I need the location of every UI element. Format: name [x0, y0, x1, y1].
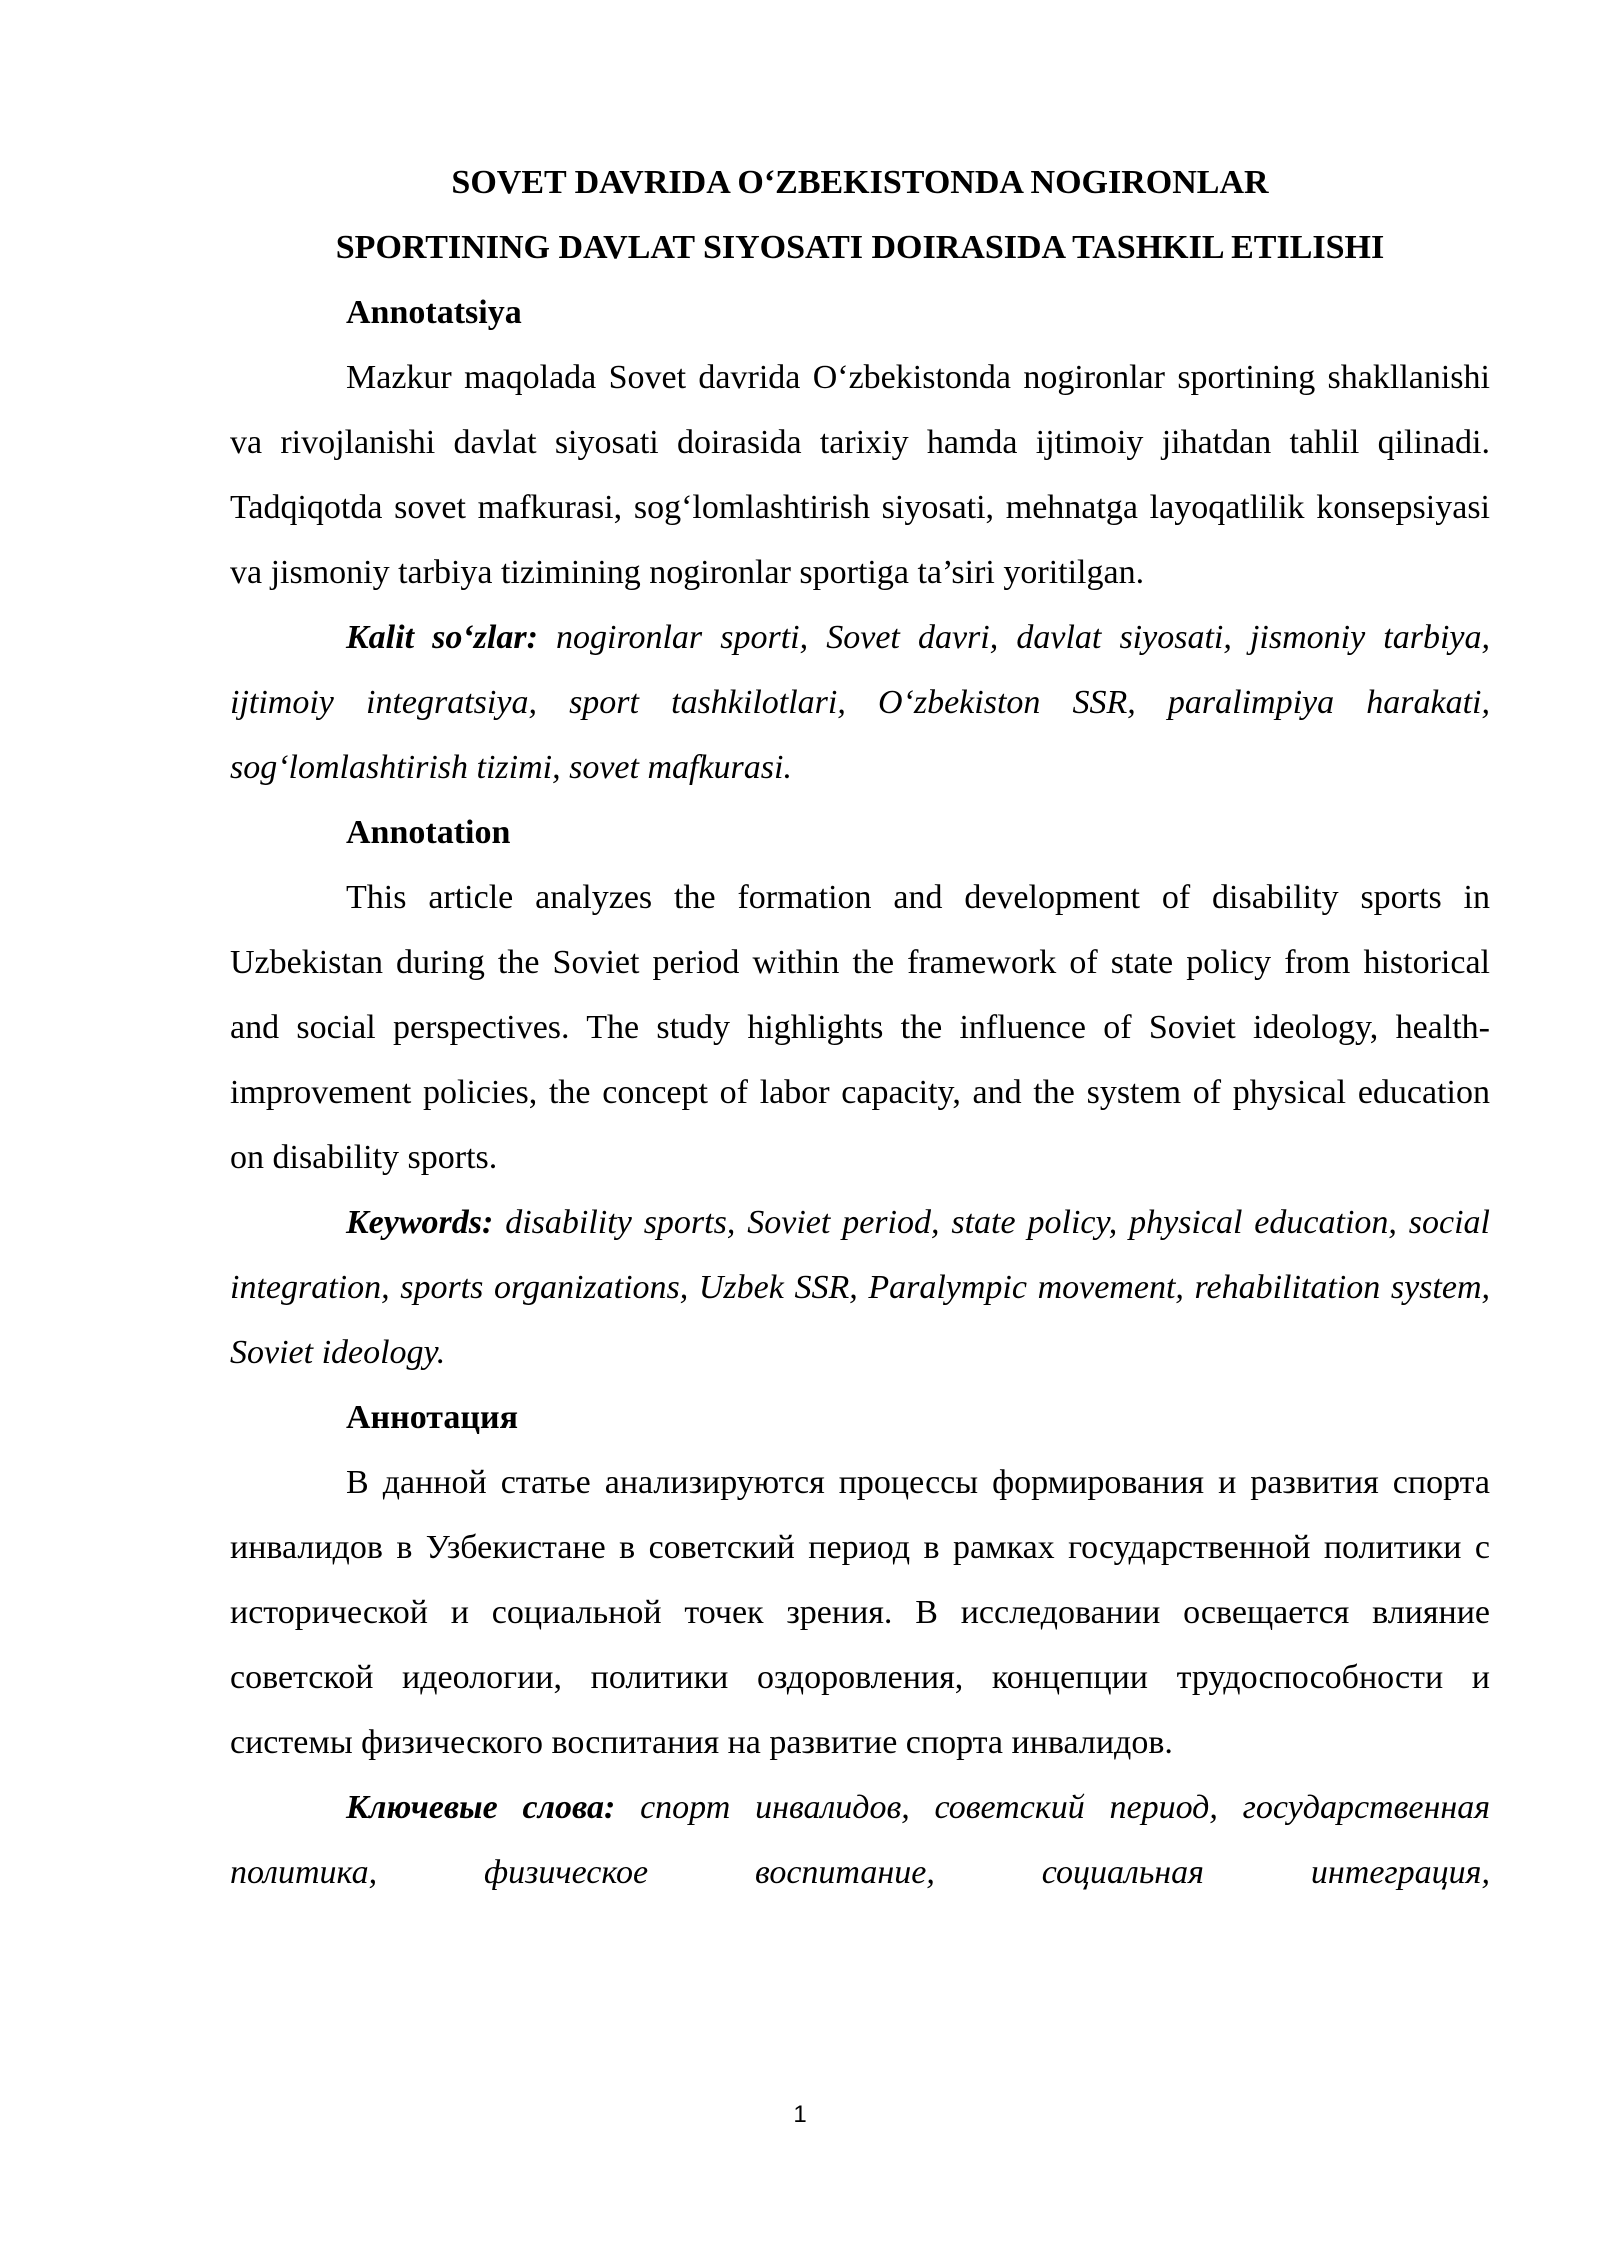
page-number: 1: [793, 2101, 807, 2128]
article-title-line-1: SOVET DAVRIDA O‘ZBEKISTONDA NOGIRONLAR: [451, 164, 1269, 201]
en-keywords: [230, 1190, 1490, 1385]
uz-keywords-label: Kalit so‘zlar:: [346, 619, 538, 656]
ru-keywords: [230, 1775, 1490, 1905]
en-abstract-heading: Annotation: [346, 814, 511, 851]
ru-keywords-list: спорт инвалидов, советский период, государственная политика, физическое воспитание, социальная интеграция,: [230, 1789, 1490, 1891]
article-title-line-2: SPORTINING DAVLAT SIYOSATI DOIRASIDA TASHKIL ETILISHI: [335, 229, 1385, 266]
uz-abstract-text: Mazkur maqolada Sovet davrida O‘zbekistonda nogironlar sportining shakllanishi va rivojlanishi davlat siyosati doirasida tarixiy hamda ijtimoiy jihatdan tahlil qilinadi. Tadqiqotda sovet mafkurasi, sog‘lomlashtirish siyosati, mehnatga layoqatlilik konsepsiyasi va jismoniy tarbiya tizimining nogironlar sportiga ta’siri yoritilgan.: [230, 359, 1490, 591]
en-keywords-list: disability sports, Soviet period, state policy, physical education, social integration, sports organizations, Uzbek SSR, Paralympic movement, rehabilitation system, Soviet ideology.: [230, 1204, 1491, 1371]
ru-keywords-label: Ключевые слова:: [346, 1789, 616, 1826]
ru-abstract-text: В данной статье анализируются процессы формирования и развития спорта инвалидов в Узбекистане в советский период в рамках государственной политики с исторической и социальной точек зрения. В исследовании освещается влияние советской идеологии, политики оздоровления, концепции трудоспособности и системы физического воспитания на развитие спорта инвалидов.: [230, 1464, 1490, 1761]
uz-abstract-heading: Annotatsiya: [346, 294, 522, 331]
uz-keywords: [230, 605, 1490, 800]
document-page: [230, 150, 1490, 1905]
uz-keywords-list: nogironlar sporti, Sovet davri, davlat siyosati, jismoniy tarbiya, ijtimoiy integratsiya, sport tashkilotlari, O‘zbekiston SSR, paralimpiya harakati, sog‘lomlashtirish tizimi, sovet mafkurasi.: [230, 619, 1491, 786]
en-abstract-text: This article analyzes the formation and development of disability sports in Uzbekistan during the Soviet period within the framework of state policy from historical and social perspectives. The study highlights the influence of Soviet ideology, health-improvement policies, the concept of labor capacity, and the system of physical education on disability sports.: [230, 879, 1490, 1176]
en-keywords-label: Keywords:: [346, 1204, 494, 1241]
ru-abstract-heading: Аннотация: [346, 1399, 518, 1436]
